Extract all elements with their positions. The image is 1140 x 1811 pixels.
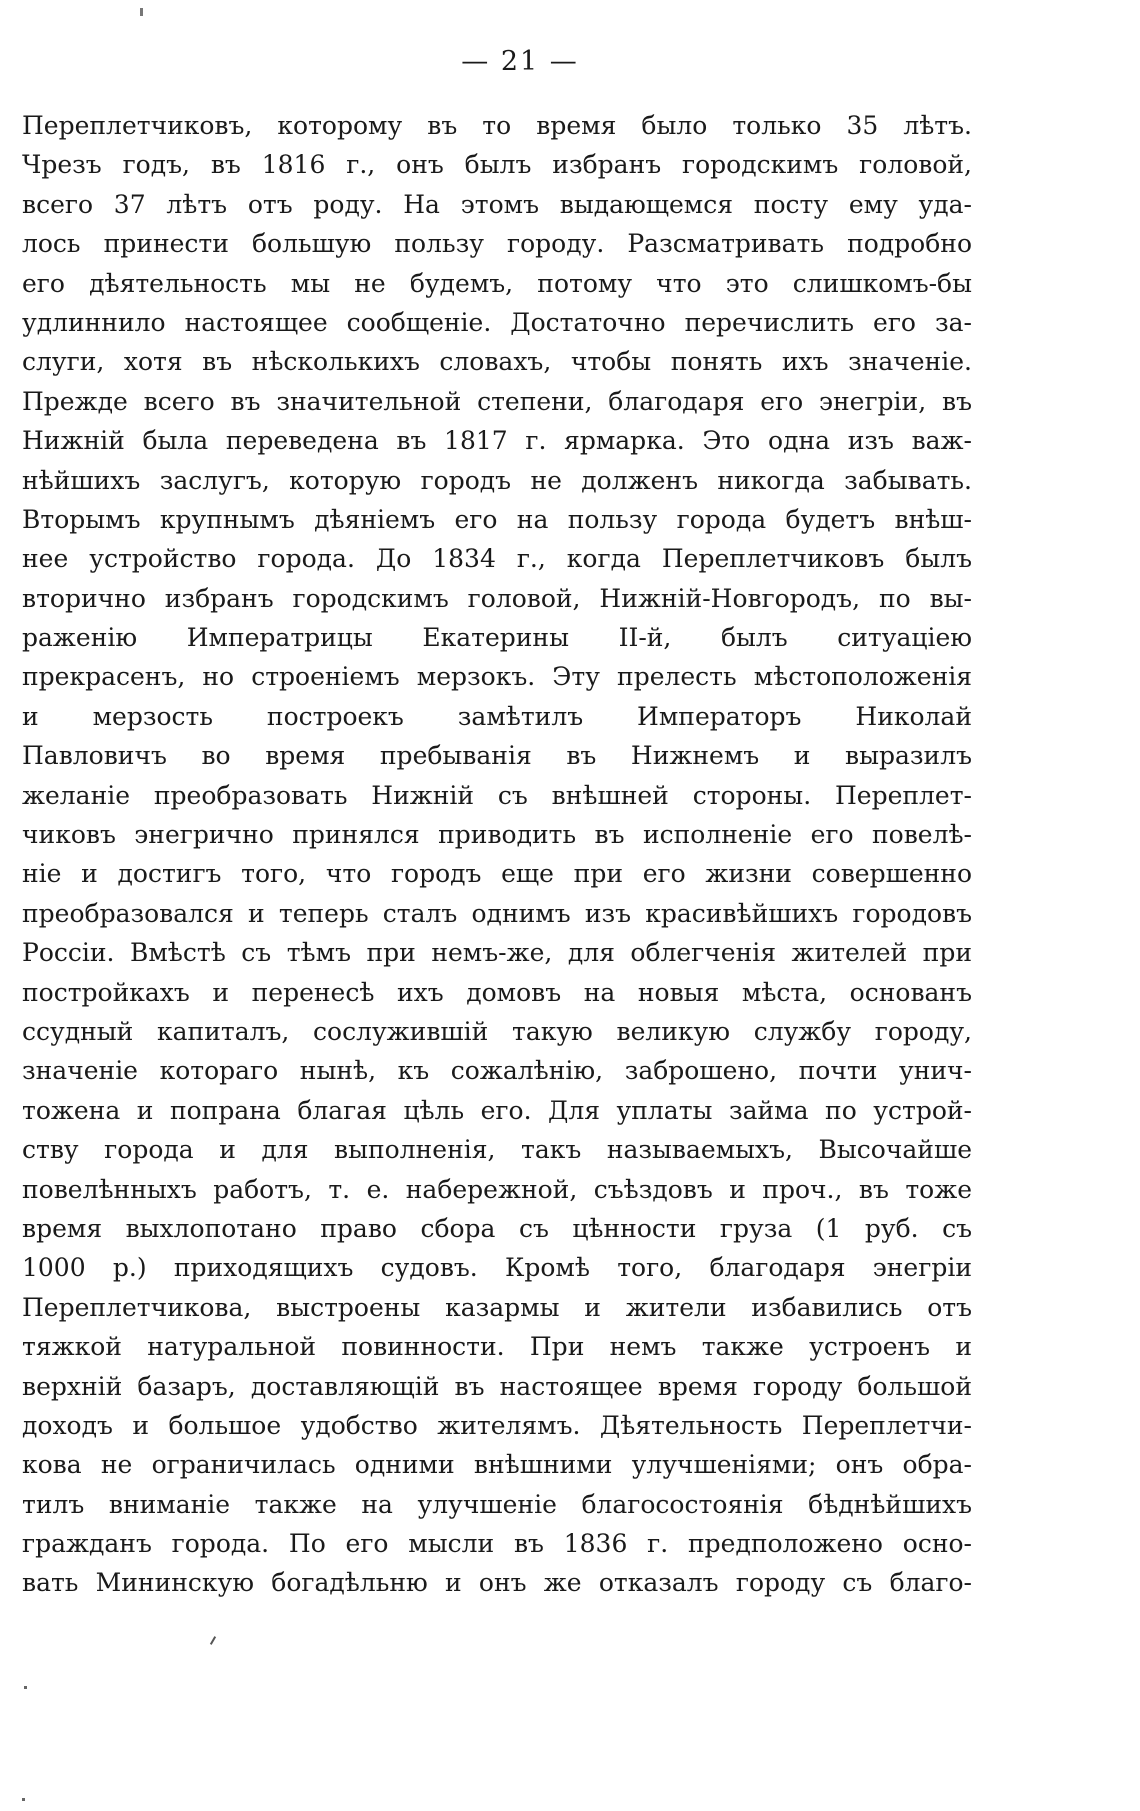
text-line: вать Мининскую богадѣльню и онъ же отказалъ городу съ благо- [22,1568,972,1598]
text-line: чиковъ энегрично принялся приводить въ исполненіе его повелѣ- [22,820,972,850]
text-line: Переплетчиковъ, которому въ то время было только 35 лѣтъ. [22,111,972,140]
text-line: прекрасенъ, но строеніемъ мерзокъ. Эту прелесть мѣстоположенія [22,662,972,692]
text-line: время выхлопотано право сбора съ цѣнности груза (1 руб. съ [22,1213,972,1243]
text-line: Россіи. Вмѣстѣ съ тѣмъ при немъ-же, для облегченія жителей при [22,938,972,968]
text-line: Нижній была переведена въ 1817 г. ярмарка. Это одна изъ важ- [22,426,972,456]
scan-speck [140,8,143,16]
text-line: ству города и для выполненія, такъ называемыхъ, Высочайше [22,1135,972,1165]
text-line: ніе и достигъ того, что городъ еще при его жизни совершенно [22,859,972,889]
text-line: и мерзость построекъ замѣтилъ Императоръ Николай [22,701,972,731]
text-line: Переплетчикова, выстроены казармы и жители избавились отъ [22,1292,972,1322]
text-line: Вторымъ крупнымъ дѣяніемъ его на пользу города будетъ внѣш- [22,504,972,534]
text-line: Павловичъ во время пребыванія въ Нижнемъ и выразилъ [22,741,972,771]
text-line: тяжкой натуральной повинности. При немъ также устроенъ и [22,1332,972,1362]
text-line: всего 37 лѣтъ отъ роду. На этомъ выдающемся посту ему уда- [22,189,972,219]
body-text [22,106,972,1603]
text-line: тилъ вниманіе также на улучшеніе благосостоянія бѣднѣйшихъ [22,1489,972,1519]
scan-speck [22,1798,25,1801]
text-line: Прежде всего въ значительной степени, благодаря его энегріи, въ [22,386,972,416]
text-line: повелѣнныхъ работъ, т. е. набережной, съѣздовъ и проч., въ тоже [22,1174,972,1204]
text-line: вторично избранъ городскимъ головой, Нижній-Новгородъ, по вы- [22,583,972,613]
text-line: лось принести большую пользу городу. Разсматривать подробно [22,229,972,259]
text-line: тожена и попрана благая цѣль его. Для уплаты займа по устрой- [22,1095,972,1125]
text-line: верхній базаръ, доставляющій въ настоящее время городу большой [22,1371,972,1401]
text-line: значеніе котораго нынѣ, къ сожалѣнію, заброшено, почти унич- [22,1056,972,1086]
text-line: гражданъ города. По его мысли въ 1836 г. предположено осно- [22,1529,972,1559]
text-line: Чрезъ годъ, въ 1816 г., онъ былъ избранъ городскимъ головой, [22,150,972,180]
text-line: его дѣятельность мы не будемъ, потому что это слишкомъ-бы [22,268,972,298]
text-line: нее устройство города. До 1834 г., когда Переплетчиковъ былъ [22,544,972,574]
text-line: нѣйшихъ заслугъ, которую городъ не долженъ никогда забывать. [22,465,972,495]
text-line: доходъ и большое удобство жителямъ. Дѣятельность Переплетчи- [22,1410,972,1440]
text-line: желаніе преобразовать Нижній съ внѣшней стороны. Переплет- [22,780,972,810]
text-line: кова не ограничилась одними внѣшними улучшеніями; онъ обра- [22,1450,972,1480]
text-line: раженію Императрицы Екатерины II-й, былъ ситуаціею [22,623,972,653]
text-line: 1000 р.) приходящихъ судовъ. Кромѣ того, благодаря энегріи [22,1253,972,1283]
scan-speck [210,1636,216,1645]
text-line: слуги, хотя въ нѣсколькихъ словахъ, чтобы понять ихъ значеніе. [22,347,972,377]
page-number: — 21 — [461,46,579,77]
text-line: постройкахъ и перенесѣ ихъ домовъ на новыя мѣста, основанъ [22,977,972,1007]
scan-speck [24,1686,27,1689]
text-line: удлиннило настоящее сообщеніе. Достаточно перечислить его за- [22,307,972,337]
text-line: ссудный капиталъ, сослужившій такую великую службу городу, [22,1016,972,1046]
text-line: преобразовался и теперь сталъ однимъ изъ красивѣйшихъ городовъ [22,898,972,928]
